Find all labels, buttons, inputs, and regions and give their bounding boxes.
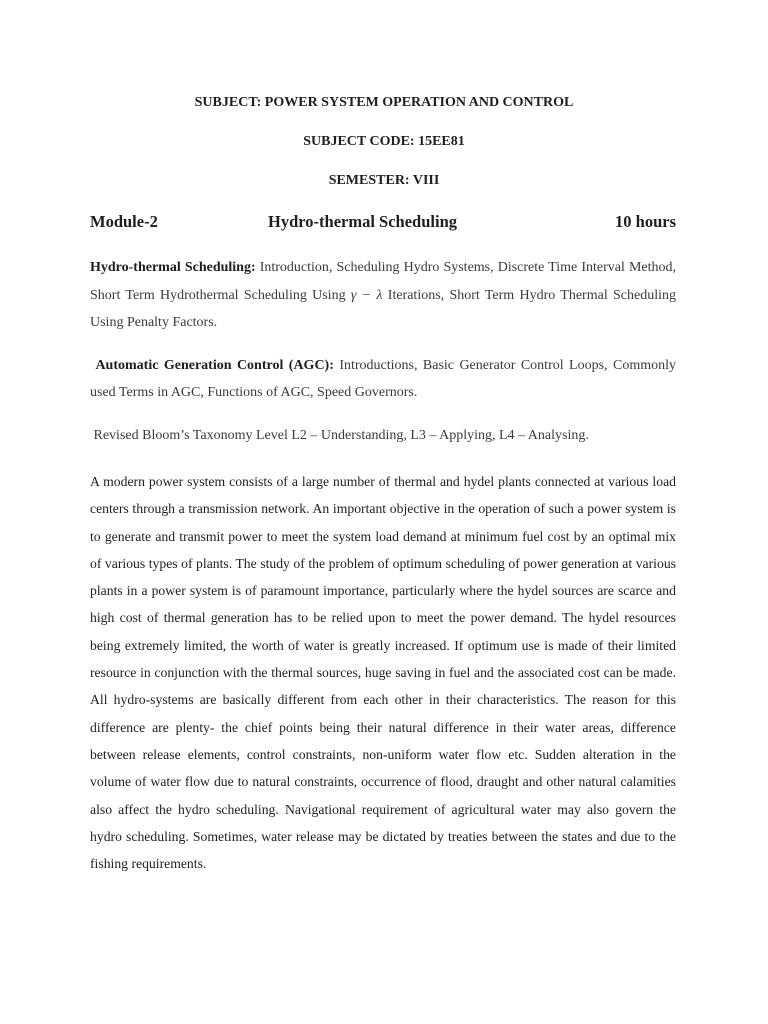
module-hours: 10 hours — [615, 212, 676, 231]
gamma-lambda-symbol: γ − λ — [350, 287, 383, 303]
agc-syllabus-paragraph — [90, 352, 676, 406]
taxonomy-paragraph — [90, 424, 676, 448]
subject-heading: SUBJECT: POWER SYSTEM OPERATION AND CONTROL — [194, 95, 574, 110]
body-paragraph: A modern power system consists of a large number of thermal and hydel plants connected at various load centers through a transmission network. An important objective in the operation of such a power system is to generate and transmit power to meet the system load demand at minimum fuel cost by an optimal mix of various types of plants. The study of the problem of optimum scheduling of power generation at various plants in a power system is of paramount importance, particularly where the hydel sources are scarce and high cost of thermal generation has to be relied upon to meet the power demand. The hydel resources being extremely limited, the worth of water is greatly increased. If optimum use is made of their limited resource in conjunction with the thermal sources, huge saving in fuel and the associated cost can be made. All hydro-systems are basically different from each other in their characteristics. The reason for this difference are plenty- the chief points being their natural difference in their water areas, difference between release elements, control constraints, non-uniform water flow etc. Sudden alteration in the volume of water flow due to natural constraints, occurrence of flood, draught and other natural calamities also affect the hydro scheduling. Navigational requirement of agricultural water may also govern the hydro scheduling. Sometimes, water release may be dictated by treaties between the states and due to the fishing requirements. — [90, 474, 676, 872]
module-header — [90, 212, 676, 236]
semester-heading: SEMESTER: VIII — [328, 173, 440, 188]
hydro-syllabus-label: Hydro-thermal Scheduling: — [90, 260, 256, 275]
agc-syllabus-label: Automatic Generation Control (AGC): — [95, 358, 334, 373]
hydro-syllabus-text-1: Introduction, Scheduling Hydro Systems, Discrete Time Interval Method, Short Term Hydrothermal Scheduling Using — [90, 260, 676, 303]
hydro-syllabus-text-2: Iterations, Short Term Hydro Thermal Scheduling Using Penalty Factors. — [90, 287, 676, 330]
taxonomy-text: Revised Bloom’s Taxonomy Level L2 – Understanding, L3 – Applying, L4 – Analysing. — [93, 428, 589, 443]
hydro-syllabus-paragraph — [90, 254, 676, 337]
subject-code-heading: SUBJECT CODE: 15EE81 — [303, 134, 465, 149]
module-title: Hydro-thermal Scheduling — [268, 212, 458, 231]
module-number: Module-2 — [90, 212, 158, 231]
agc-syllabus-text: Introductions, Basic Generator Control Loops, Commonly used Terms in AGC, Functions of AGC, Speed Governors. — [90, 358, 676, 400]
